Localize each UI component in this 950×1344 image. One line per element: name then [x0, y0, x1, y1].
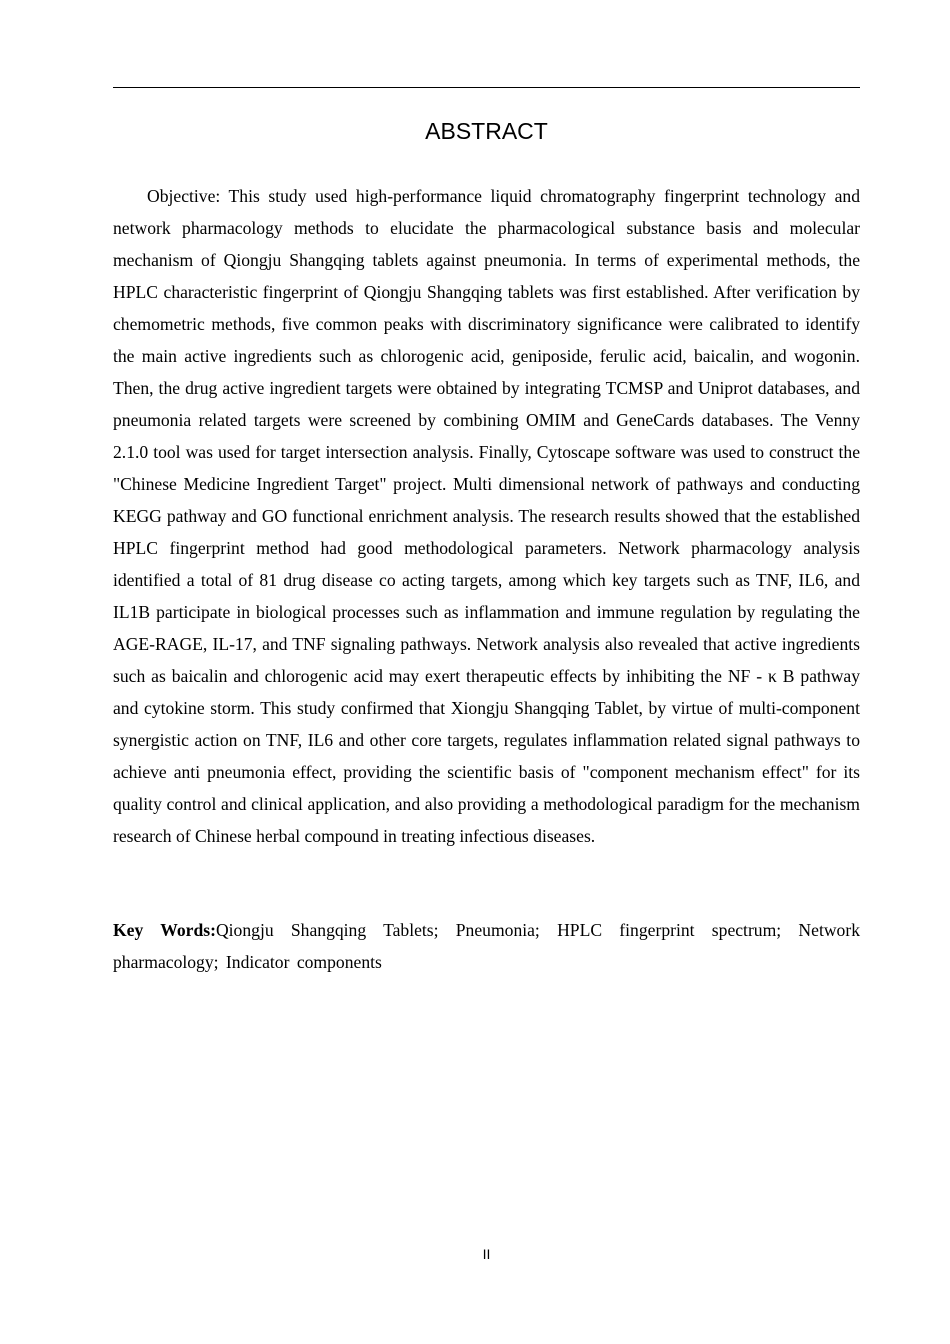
- keywords-paragraph: [113, 914, 860, 978]
- page-title: ABSTRACT: [425, 118, 548, 144]
- page-number: II: [482, 1246, 491, 1262]
- header-rule: [113, 87, 860, 88]
- keywords-text: Qiongju Shangqing Tablets; Pneumonia; HPLC fingerprint spectrum; Network pharmacology; Indicator components: [113, 920, 860, 972]
- keywords-label: Key Words:: [113, 920, 216, 940]
- abstract-body: Objective: This study used high-performance liquid chromatography fingerprint technology and network pharmacology methods to elucidate the pharmacological substance basis and molecular mechanism of Qiongju Shangqing tablets against pneumonia. In terms of experimental methods, the HPLC characteristic fingerprint of Qiongju Shangqing tablets was first established. After verification by chemometric methods, five common peaks with discriminatory significance were calibrated to identify the main active ingredients such as chlorogenic acid, geniposide, ferulic acid, baicalin, and wogonin. Then, the drug active ingredient targets were obtained by integrating TCMSP and Uniprot databases, and pneumonia related targets were screened by combining OMIM and GeneCards databases. The Venny 2.1.0 tool was used for target intersection analysis. Finally, Cytoscape software was used to construct the "Chinese Medicine Ingredient Target" project. Multi dimensional network of pathways and conducting KEGG pathway and GO functional enrichment analysis. The research results showed that the established HPLC fingerprint method had good methodological parameters. Network pharmacology analysis identified a total of 81 drug disease co acting targets, among which key targets such as TNF, IL6, and IL1B participate in biological processes such as inflammation and immune regulation by regulating the AGE-RAGE, IL-17, and TNF signaling pathways. Network analysis also revealed that active ingredients such as baicalin and chlorogenic acid may exert therapeutic effects by inhibiting the NF - κ B pathway and cytokine storm. This study confirmed that Xiongju Shangqing Tablet, by virtue of multi-component synergistic action on TNF, IL6 and other core targets, regulates inflammation related signal pathways to achieve anti pneumonia effect, providing the scientific basis of "component mechanism effect" for its quality control and clinical application, and also providing a methodological paradigm for the mechanism research of Chinese herbal compound in treating infectious diseases.: [113, 186, 860, 846]
